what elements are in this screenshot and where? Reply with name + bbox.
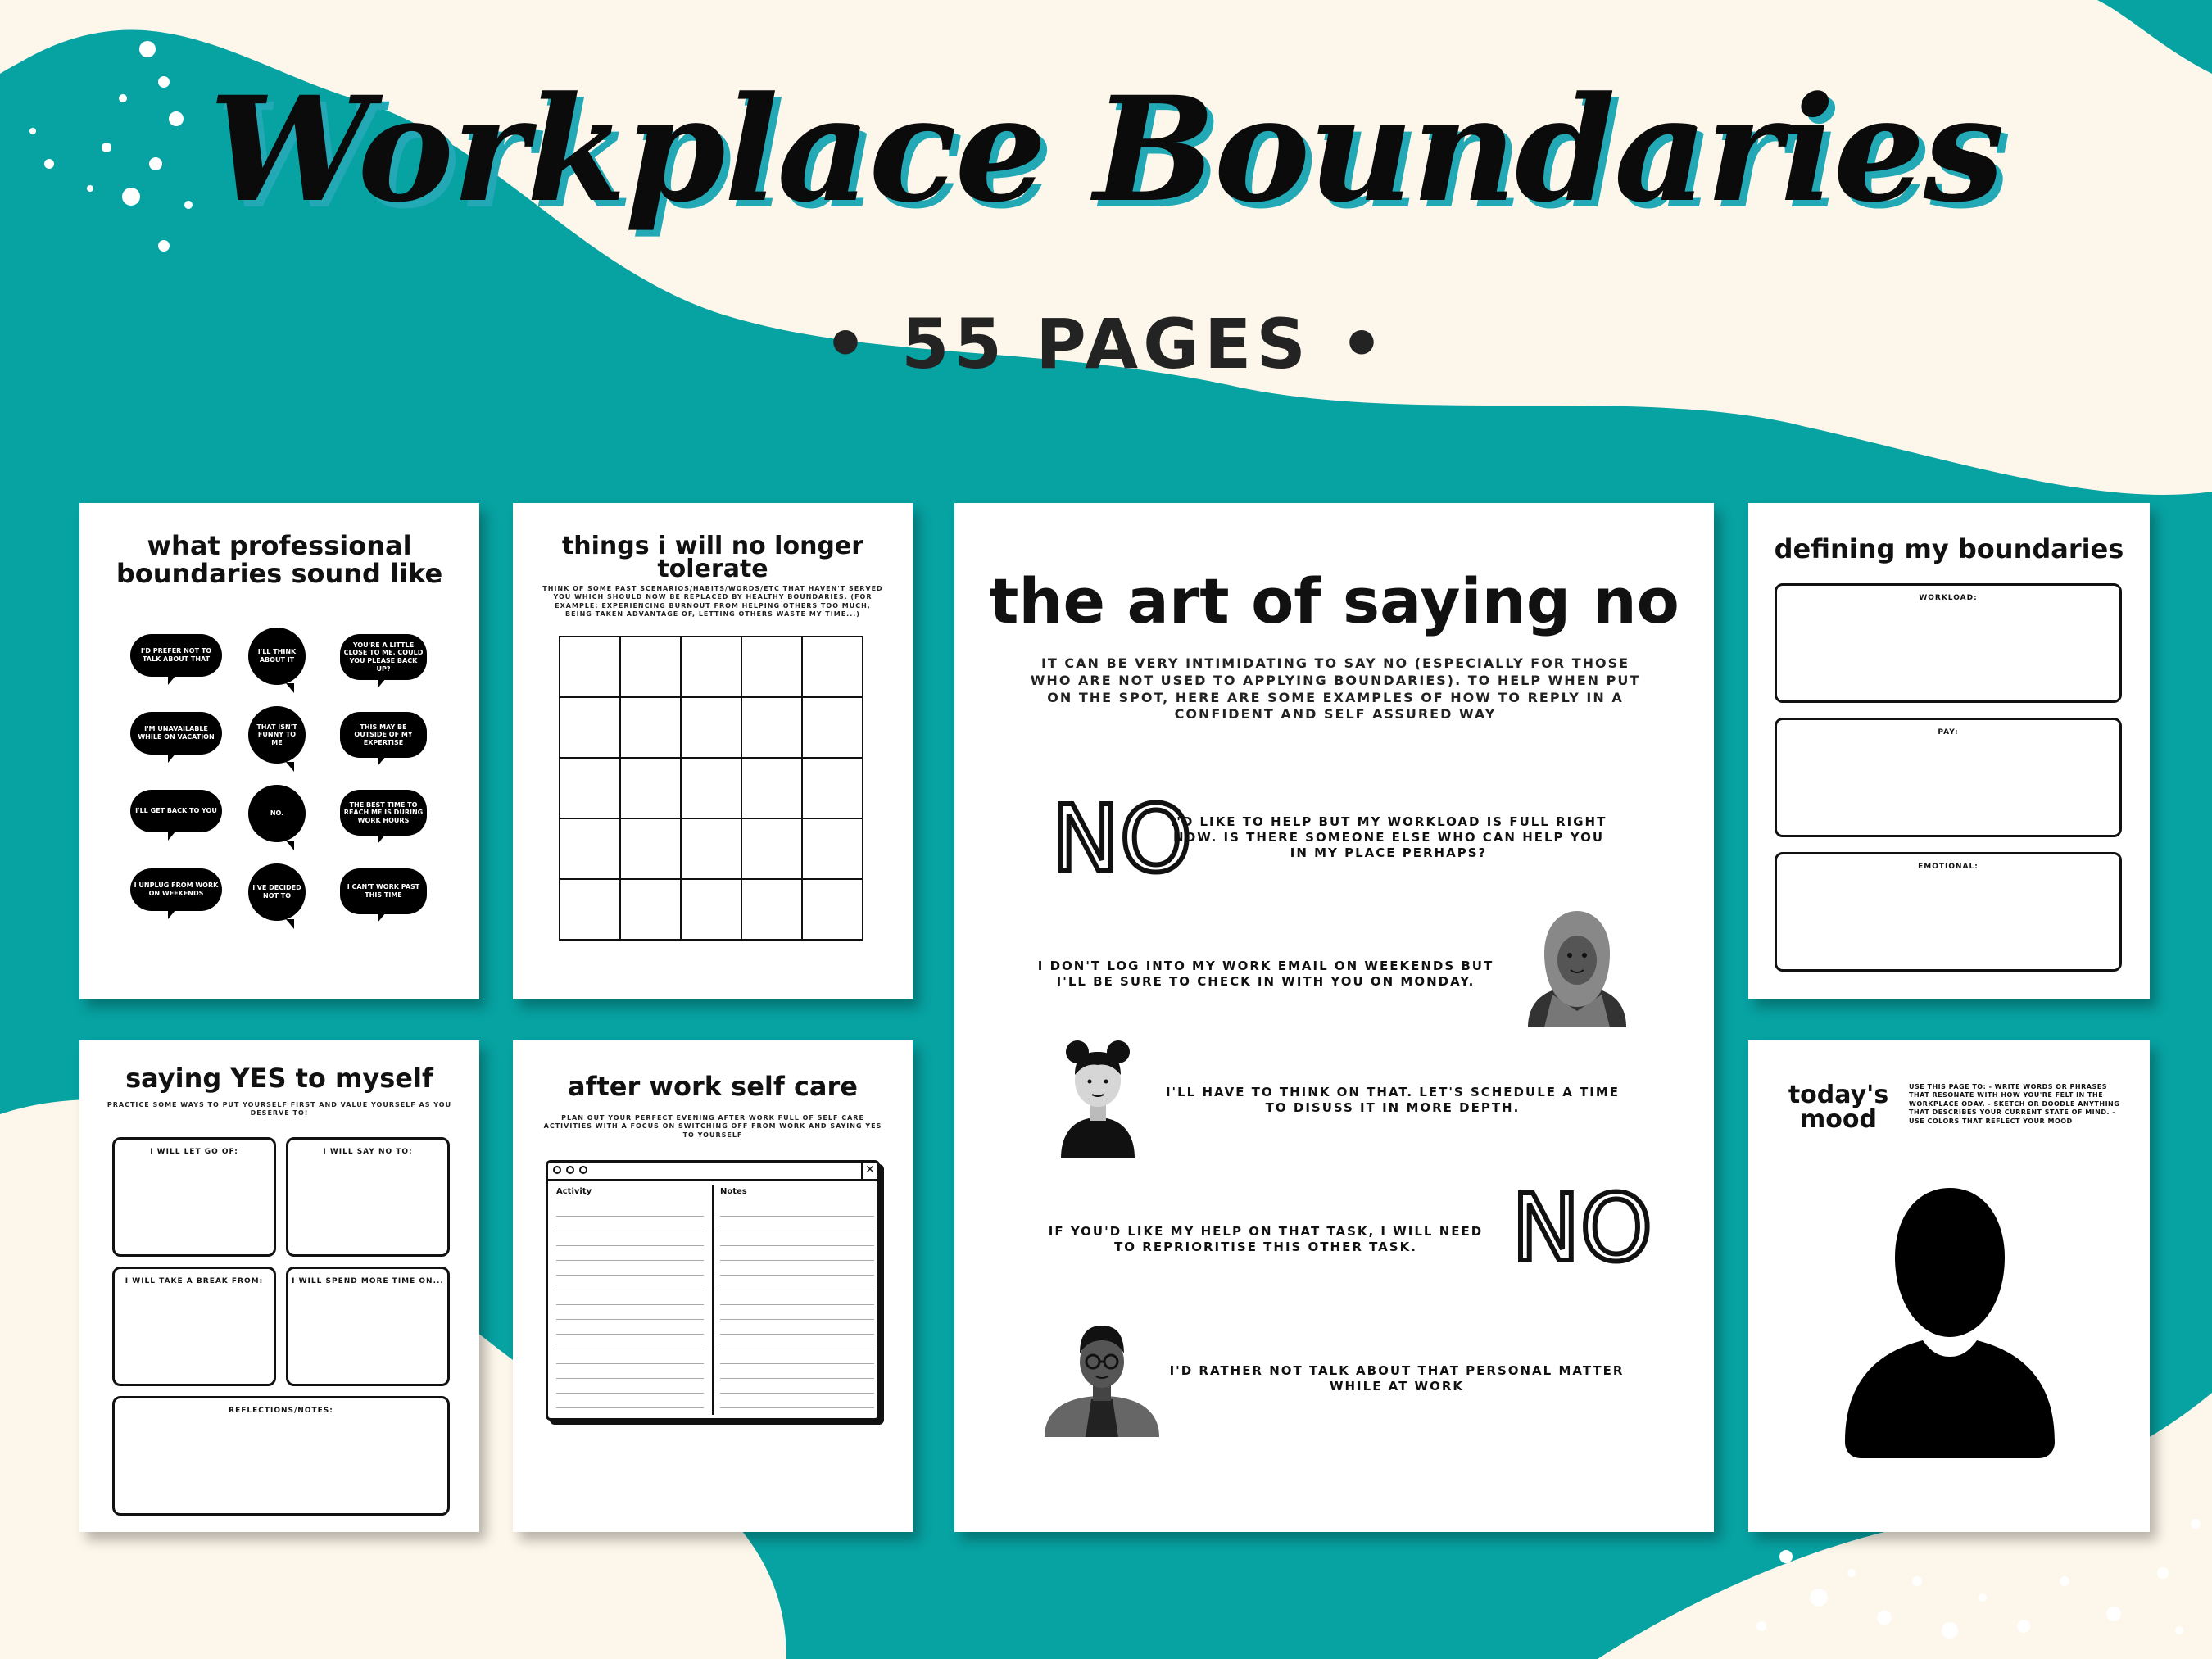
speech-bubble: THIS MAY BE OUTSIDE OF MY EXPERTISE <box>340 712 427 758</box>
workload-box[interactable] <box>1775 583 2122 703</box>
person-silhouette-icon <box>1845 1180 2055 1458</box>
woman-hijab-illustration <box>1520 904 1634 1027</box>
planner-window <box>546 1160 880 1421</box>
speech-bubble: THAT ISN'T FUNNY TO ME <box>248 706 306 764</box>
window-titlebar <box>548 1163 877 1181</box>
notes-lines[interactable] <box>720 1202 874 1415</box>
say-no-box[interactable] <box>286 1137 450 1257</box>
page-saying-yes <box>79 1040 479 1532</box>
column-divider <box>712 1185 714 1415</box>
window-dot-icon <box>553 1166 561 1174</box>
reply-text: IF YOU'D LIKE MY HELP ON THAT TASK, I WILL NEED TO REPRIORITISE THIS OTHER TASK. <box>1048 1224 1484 1254</box>
speech-bubble: I'VE DECIDED NOT TO <box>248 863 306 921</box>
main-title: Workplace Boundaries <box>209 65 2003 234</box>
page-intro: IT CAN BE VERY INTIMIDATING TO SAY NO (ESPECIALLY FOR THOSE WHO ARE NOT USED TO APPLYING BOUNDARIES). TO HELP WHEN PUT ON THE SPOT, HERE ARE SOME EXAMPLES OF HOW TO REPLY IN A CONFIDENT AND SELF ASSURED WAY <box>1030 655 1641 723</box>
speech-bubble: THE BEST TIME TO REACH ME IS DURING WORK HOURS <box>340 790 427 836</box>
more-time-box[interactable] <box>286 1267 450 1386</box>
reply-text: I DON'T LOG INTO MY WORK EMAIL ON WEEKENDS BUT I'LL BE SURE TO CHECK IN WITH YOU ON MONDAY. <box>1037 959 1494 989</box>
box-label: REFLECTIONS/NOTES: <box>229 1407 333 1415</box>
reply-text: I'D LIKE TO HELP BUT MY WORKLOAD IS FULL RIGHT NOW. IS THERE SOMEONE ELSE WHO CAN HELP YOU IN MY PLACE PERHAPS? <box>1170 814 1607 860</box>
box-label: I WILL LET GO OF: <box>150 1148 238 1156</box>
no-graphic: NO <box>1512 1176 1652 1282</box>
box-label: EMOTIONAL: <box>1918 863 1979 871</box>
woman-buns-illustration <box>1049 1036 1147 1158</box>
page-instructions: PRACTICE SOME WAYS TO PUT YOURSELF FIRST AND VALUE YOURSELF AS YOU DESERVE TO! <box>107 1101 452 1117</box>
page-todays-mood <box>1748 1040 2150 1532</box>
speech-bubble: YOU'RE A LITTLE CLOSE TO ME. COULD YOU PLEASE BACK UP? <box>340 634 427 680</box>
box-label: I WILL SPEND MORE TIME ON... <box>292 1277 444 1285</box>
speech-bubble: I'LL THINK ABOUT IT <box>248 628 306 685</box>
page-instructions: THINK OF SOME PAST SCENARIOS/HABITS/WORDS/ETC THAT HAVEN'T SERVED YOU WHICH SHOULD NOW BE REPLACED BY HEALTHY BOUNDARIES. (FOR EXAMPLE: EXPERIENCING BURNOUT FROM HELPING OTHERS TOO MUCH, BEING TAKEN ADVANTAGE OF, LETTING OTHERS WASTE MY TIME...) <box>542 585 883 619</box>
speech-bubble: I CAN'T WORK PAST THIS TIME <box>340 868 427 914</box>
page-title: today's <box>1788 1081 1889 1109</box>
page-instructions: USE THIS PAGE TO: - WRITE WORDS OR PHRASES THAT RESONATE WITH HOW YOU'RE FELT IN THE WORKPLACE ODAY. - SKETCH OR DOODLE ANYTHING THAT DESCRIBES YOUR CURRENT STATE OF MIND. - USE COLORS THAT REFLECT YOUR MOOD <box>1909 1083 2120 1125</box>
tolerate-grid <box>559 636 863 941</box>
page-count: • 55 PAGES • <box>823 304 1389 384</box>
page-title: tolerate <box>657 555 768 583</box>
page-defining-boundaries <box>1748 503 2150 999</box>
speech-bubble: I'M UNAVAILABLE WHILE ON VACATION <box>130 712 222 755</box>
page-title: mood <box>1800 1105 1877 1134</box>
speech-bubble: I'D PREFER NOT TO TALK ABOUT THAT <box>130 634 222 677</box>
column-header-notes: Notes <box>720 1187 747 1196</box>
page-title: saying YES to myself <box>125 1063 433 1094</box>
page-sound-like <box>79 503 479 999</box>
window-dot-icon <box>579 1166 587 1174</box>
page-art-of-no <box>954 503 1714 1532</box>
speech-bubble: NO. <box>248 785 306 842</box>
take-break-box[interactable] <box>112 1267 276 1386</box>
box-label: WORKLOAD: <box>1919 594 1978 602</box>
page-tolerate <box>513 503 913 999</box>
reply-text: I'LL HAVE TO THINK ON THAT. LET'S SCHEDULE A TIME TO DISUSS IT IN MORE DEPTH. <box>1165 1085 1620 1115</box>
speech-bubble: I UNPLUG FROM WORK ON WEEKENDS <box>130 868 222 911</box>
page-self-care <box>513 1040 913 1532</box>
box-label: PAY: <box>1938 728 1959 737</box>
no-graphic: NO <box>1051 786 1192 893</box>
page-title: what professional <box>147 530 412 561</box>
page-title: the art of saying no <box>989 564 1679 637</box>
pay-box[interactable] <box>1775 718 2122 837</box>
reflections-box[interactable] <box>112 1396 450 1516</box>
column-header-activity: Activity <box>556 1187 592 1196</box>
box-label: I WILL TAKE A BREAK FROM: <box>125 1277 264 1285</box>
emotional-box[interactable] <box>1775 852 2122 972</box>
close-icon[interactable]: ✕ <box>861 1163 877 1179</box>
speech-bubble: I'LL GET BACK TO YOU <box>130 790 222 832</box>
page-instructions: PLAN OUT YOUR PERFECT EVENING AFTER WORK FULL OF SELF CARE ACTIVITIES WITH A FOCUS ON SWITCHING OFF FROM WORK AND SAYING YES TO YOURSELF <box>543 1114 882 1139</box>
man-glasses-illustration <box>1040 1314 1163 1437</box>
box-label: I WILL SAY NO TO: <box>323 1148 413 1156</box>
page-title: after work self care <box>567 1071 858 1102</box>
page-title: boundaries sound like <box>116 558 443 589</box>
window-dot-icon <box>566 1166 574 1174</box>
let-go-box[interactable] <box>112 1137 276 1257</box>
page-title: defining my boundaries <box>1774 533 2124 564</box>
activity-lines[interactable] <box>556 1202 704 1415</box>
reply-text: I'D RATHER NOT TALK ABOUT THAT PERSONAL MATTER WHILE AT WORK <box>1169 1363 1625 1394</box>
page-title: things i will no longer <box>561 532 864 560</box>
